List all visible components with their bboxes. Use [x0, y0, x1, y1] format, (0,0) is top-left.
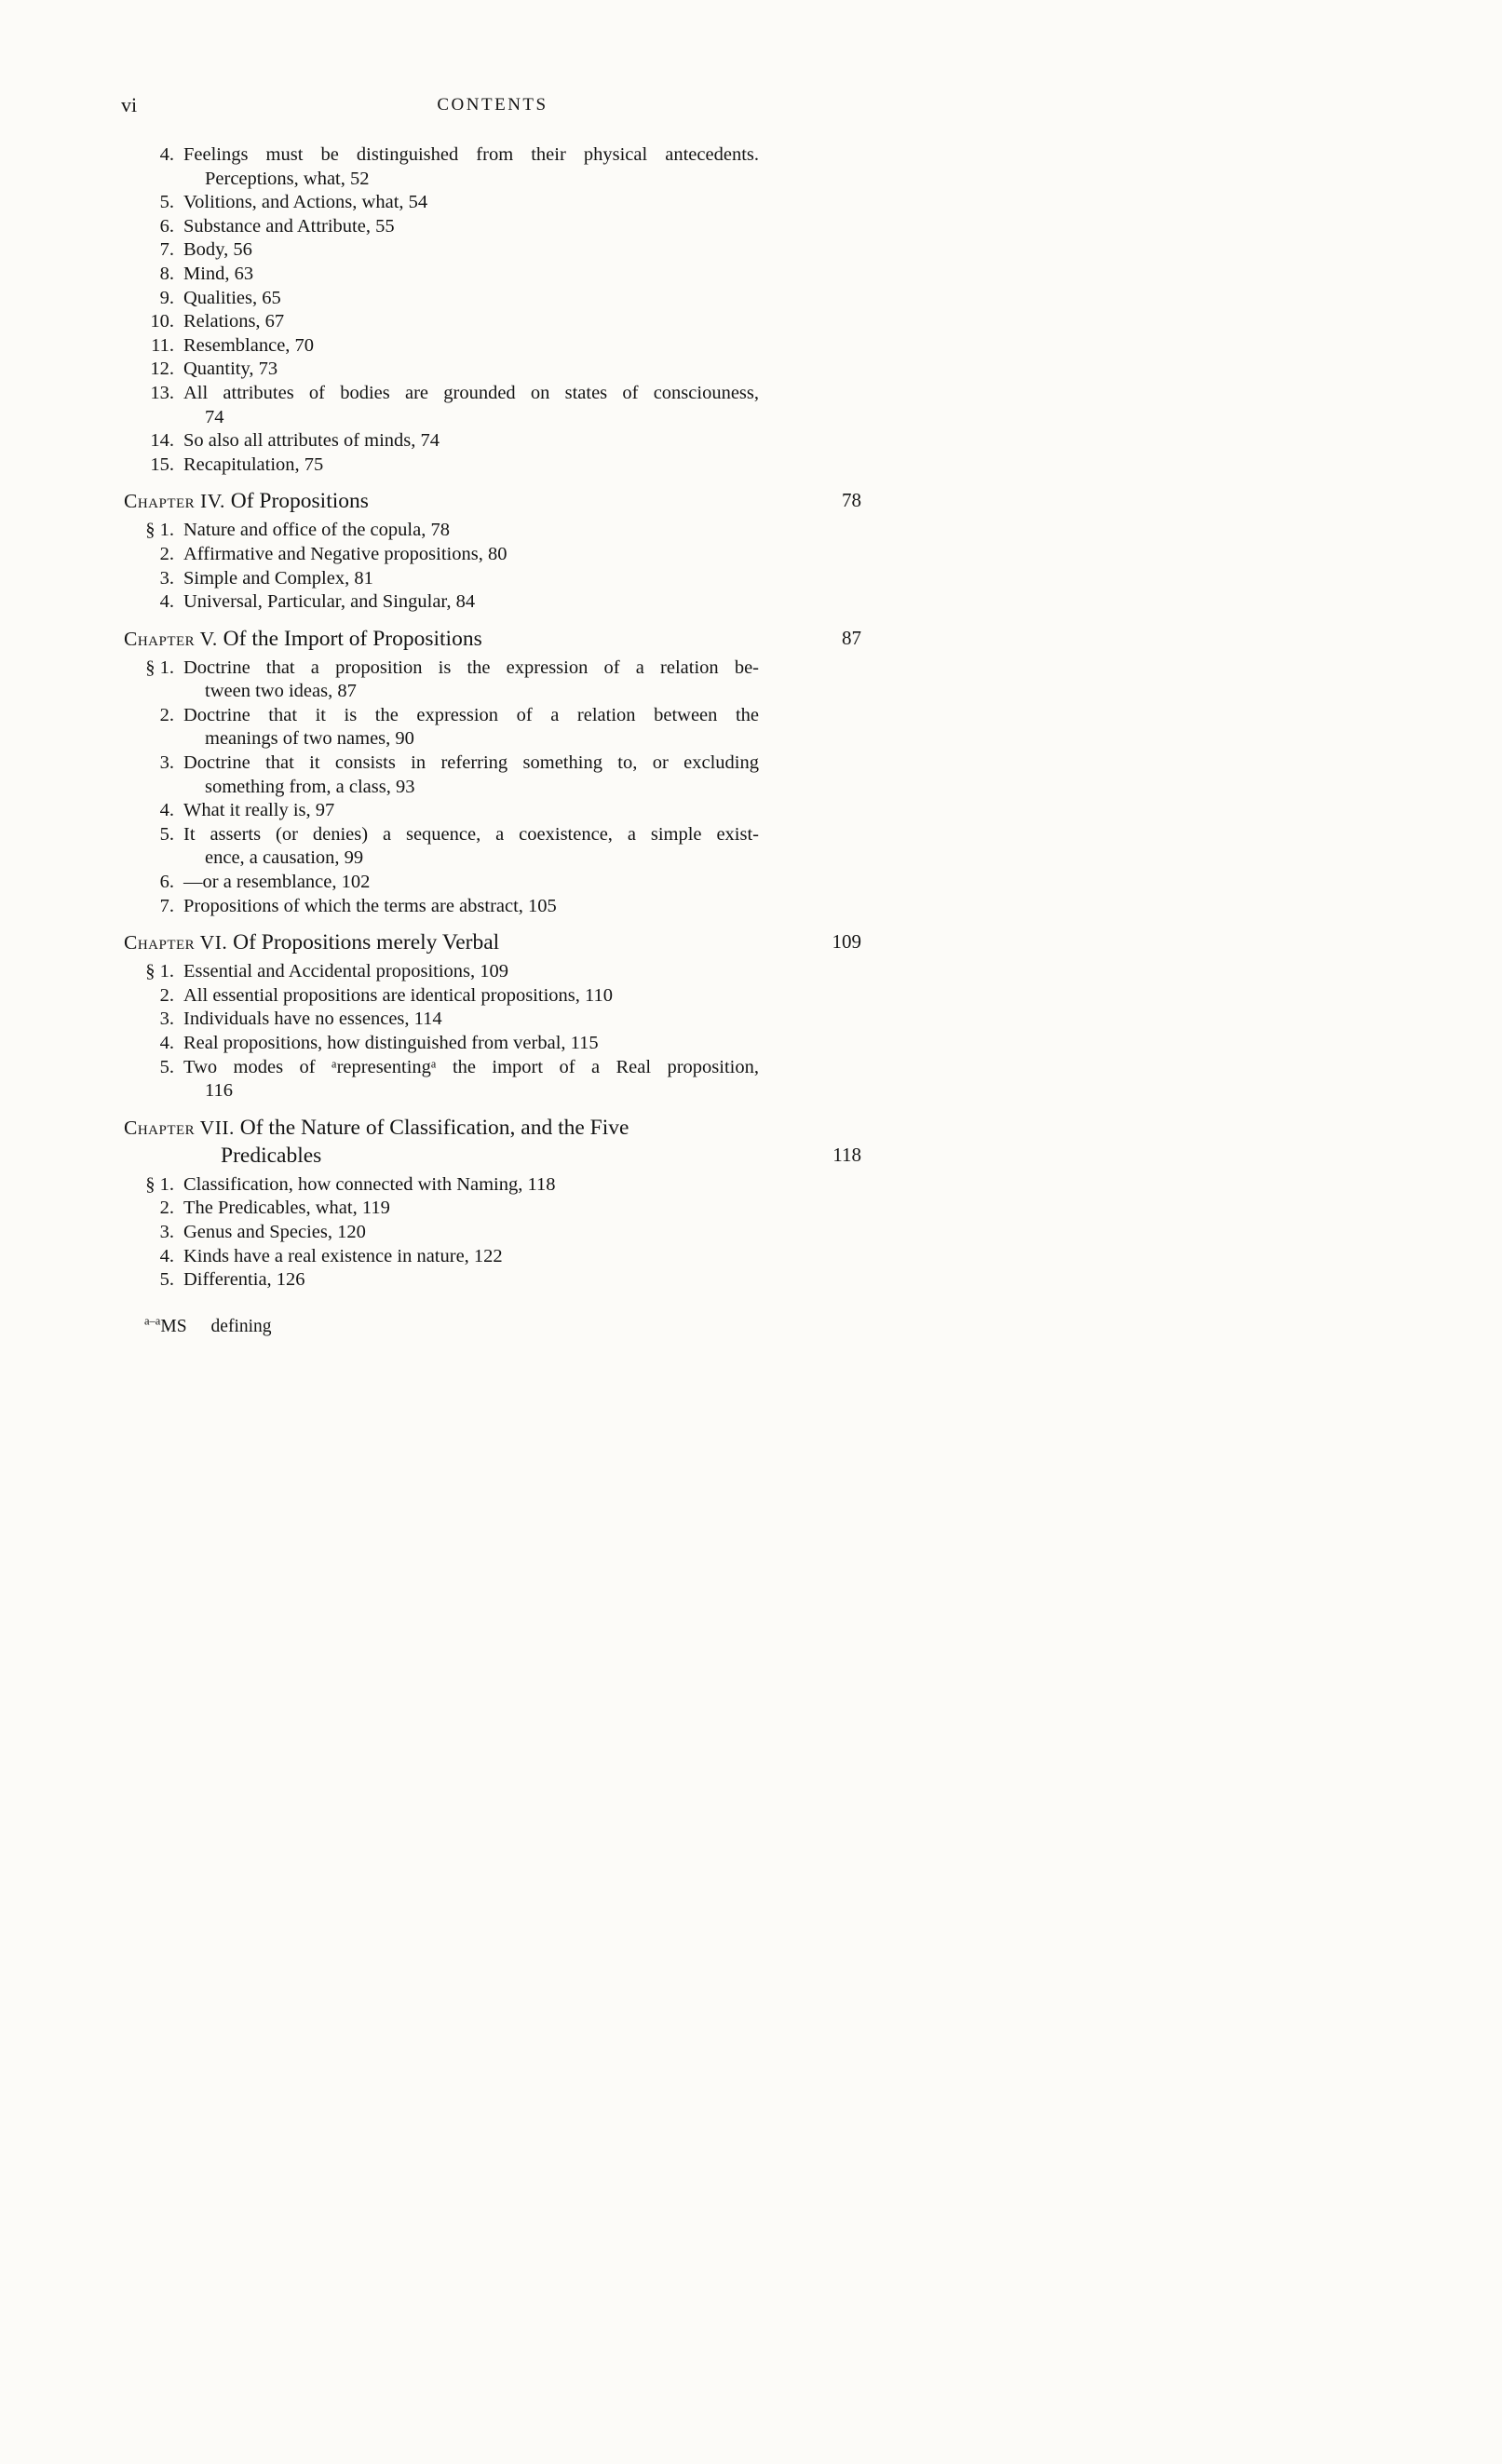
page-content — [121, 93, 861, 1337]
toc-entry — [124, 543, 861, 567]
chapter-page-number: 118 — [832, 1143, 861, 1166]
toc-entry — [124, 823, 861, 871]
entry-text — [183, 871, 761, 895]
chapter-section — [124, 1114, 861, 1293]
entry-text — [183, 799, 761, 823]
entry-line: Doctrine that it is the expression of a relation between the — [183, 704, 759, 725]
entry-number: 3. — [159, 1009, 174, 1030]
chapter-title: Of Propositions merely Verbal — [233, 930, 500, 955]
entry-text — [183, 382, 761, 429]
entry-line: Essential and Accidental propositions, 109 — [183, 961, 509, 982]
toc-entry — [124, 657, 861, 704]
chapter-label: Chapter VII. — [124, 1116, 235, 1139]
entry-line: —or a resemblance, 102 — [183, 872, 371, 893]
footnote-source: MS — [160, 1316, 187, 1336]
entry-line: Doctrine that it consists in referring something to, or excluding — [183, 752, 759, 774]
entry-number: 13. — [150, 382, 174, 403]
toc-entry — [124, 1245, 861, 1269]
toc-entry — [124, 590, 861, 615]
toc-entry — [124, 1221, 861, 1245]
entry-number: 6. — [159, 872, 174, 893]
entry-text — [183, 751, 761, 799]
entry-number: 7. — [159, 895, 174, 916]
entry-text — [183, 334, 761, 359]
toc-entry — [124, 799, 861, 823]
chapter-page-number: 87 — [842, 626, 861, 649]
entry-number: 2. — [159, 543, 174, 564]
entry-number: 14. — [150, 430, 174, 452]
entry-text — [183, 1056, 761, 1103]
footnote — [144, 1314, 861, 1337]
entry-text — [183, 263, 761, 287]
entry-line: tween two ideas, 87 — [205, 681, 357, 702]
entry-text — [183, 1173, 761, 1198]
entry-number: 7. — [159, 239, 174, 261]
entry-line: Two modes of ᵃrepresentingᵃ the import of a Real proposition, — [183, 1056, 759, 1077]
entry-number: 6. — [159, 215, 174, 237]
entry-text — [183, 1221, 761, 1245]
toc-entry — [124, 287, 861, 311]
chapter-label: Chapter V. — [124, 627, 218, 650]
chapter-page-number: 109 — [832, 930, 861, 954]
entry-line: Feelings must be distinguished from their physical antecedents. — [183, 144, 759, 165]
entry-number: 8. — [159, 263, 174, 284]
toc-entry — [124, 751, 861, 799]
toc-entry — [124, 519, 861, 543]
entry-line: Qualities, 65 — [183, 287, 281, 308]
entry-number: 5. — [159, 1056, 174, 1077]
entry-line: meanings of two names, 90 — [205, 728, 414, 750]
entry-number: 10. — [150, 311, 174, 332]
entry-number: 2. — [159, 1198, 174, 1219]
chapter-title: Of the Import of Propositions — [223, 626, 482, 651]
entry-text — [183, 984, 761, 1009]
entry-text — [183, 704, 761, 751]
toc-entry — [124, 1268, 861, 1293]
footnote-sigla: a–a — [144, 1314, 161, 1328]
entry-line: Doctrine that a proposition is the expression of a relation be- — [183, 657, 759, 678]
chapter-title: Of the Nature of Classification, and the Five — [239, 1115, 629, 1140]
toc-entry — [124, 429, 861, 454]
entry-line: ence, a causation, 99 — [205, 847, 364, 869]
entry-text — [183, 191, 761, 215]
entry-number: 4. — [159, 144, 174, 165]
toc-entry — [124, 704, 861, 751]
chapter-title-line — [124, 928, 861, 956]
toc-entry — [124, 960, 861, 984]
toc-entry — [124, 984, 861, 1009]
chapter-section — [124, 487, 861, 614]
entry-line: Differentia, 126 — [183, 1269, 305, 1291]
entry-number: 4. — [159, 1033, 174, 1053]
entry-line: All attributes of bodies are grounded on states of consciouness, — [183, 382, 759, 403]
chapter-heading — [124, 1114, 861, 1170]
chapter-heading — [124, 928, 861, 956]
chapter-title-line — [124, 625, 861, 653]
entry-line: Body, 56 — [183, 239, 252, 261]
entry-line: Relations, 67 — [183, 311, 285, 332]
chapter-label: Chapter IV. — [124, 490, 225, 513]
entry-number: 4. — [159, 1245, 174, 1266]
toc-entry — [124, 567, 861, 591]
entry-text — [183, 543, 761, 567]
toc-entry — [124, 1056, 861, 1103]
entry-text — [183, 454, 761, 478]
entry-line: Simple and Complex, 81 — [183, 567, 373, 589]
chapter-heading — [124, 487, 861, 515]
entry-line: Nature and office of the copula, 78 — [183, 520, 450, 541]
entry-text — [183, 567, 761, 591]
toc-entry — [124, 871, 861, 895]
entry-line: Genus and Species, 120 — [183, 1221, 366, 1242]
toc-entry — [124, 215, 861, 239]
entry-line: Volitions, and Actions, what, 54 — [183, 192, 428, 213]
entry-text — [183, 1268, 761, 1293]
chapter-title-line — [124, 1114, 861, 1142]
toc-entry — [124, 454, 861, 478]
chapter-page-number: 78 — [842, 489, 861, 512]
entry-line: Propositions of which the terms are abstract, 105 — [183, 895, 557, 916]
entry-text — [183, 823, 761, 871]
folio-page-number: vi — [121, 93, 138, 116]
entry-text — [183, 143, 761, 191]
entry-number: 3. — [159, 752, 174, 774]
entry-number: 5. — [159, 1269, 174, 1291]
entry-number: 5. — [159, 823, 174, 845]
entry-text — [183, 1245, 761, 1269]
entry-number: 9. — [159, 287, 174, 308]
entry-text — [183, 310, 761, 334]
entry-text — [183, 238, 761, 263]
toc-entry — [124, 334, 861, 359]
entry-text — [183, 1197, 761, 1221]
entry-text — [183, 590, 761, 615]
entry-line: Mind, 63 — [183, 263, 254, 284]
entry-line: something from, a class, 93 — [205, 776, 415, 797]
entry-line: Quantity, 73 — [183, 359, 278, 380]
toc-entry — [124, 1032, 861, 1056]
entry-number: 2. — [159, 984, 174, 1006]
chapter-section — [124, 625, 861, 919]
entry-line: So also all attributes of minds, 74 — [183, 430, 440, 452]
page-header — [121, 93, 861, 117]
entry-line: Universal, Particular, and Singular, 84 — [183, 591, 476, 613]
chapter-title: Predicables — [221, 1143, 322, 1168]
toc-entry — [124, 1008, 861, 1032]
running-head: CONTENTS — [437, 95, 548, 115]
entry-line: 74 — [205, 406, 224, 427]
entry-line: Resemblance, 70 — [183, 334, 315, 356]
entry-number: 15. — [150, 454, 174, 475]
entry-line: Recapitulation, 75 — [183, 454, 324, 475]
entry-line: Real propositions, how distinguished from verbal, 115 — [183, 1033, 599, 1053]
entry-number: 12. — [150, 359, 174, 380]
entry-number: 3. — [159, 1221, 174, 1242]
entry-line: 116 — [205, 1080, 233, 1102]
chapter-title: Of Propositions — [230, 489, 369, 514]
entry-text — [183, 519, 761, 543]
entry-text — [183, 215, 761, 239]
entry-text — [183, 429, 761, 454]
entry-line: Kinds have a real existence in nature, 122 — [183, 1245, 503, 1266]
toc-entry — [124, 263, 861, 287]
table-of-contents — [124, 143, 861, 1293]
entry-number: § 1. — [145, 1173, 174, 1195]
entry-text — [183, 287, 761, 311]
entry-line: It asserts (or denies) a sequence, a coexistence, a simple exist- — [183, 823, 759, 845]
entry-text — [183, 960, 761, 984]
entry-number: § 1. — [145, 657, 174, 678]
entry-number: § 1. — [145, 520, 174, 541]
toc-entry — [124, 238, 861, 263]
toc-entry — [124, 1197, 861, 1221]
footnote-text: defining — [210, 1316, 272, 1336]
chapter-label: Chapter VI. — [124, 931, 228, 954]
toc-entry — [124, 1173, 861, 1198]
chapter-heading — [124, 625, 861, 653]
entry-text — [183, 1008, 761, 1032]
entry-text — [183, 657, 761, 704]
entry-line: All essential propositions are identical propositions, 110 — [183, 984, 613, 1006]
entry-number: 3. — [159, 567, 174, 589]
entry-text — [183, 895, 761, 919]
chapter-section — [124, 928, 861, 1103]
entry-line: Substance and Attribute, 55 — [183, 215, 395, 237]
entry-line: Classification, how connected with Naming, 118 — [183, 1173, 556, 1195]
entry-line: Individuals have no essences, 114 — [183, 1009, 442, 1030]
chapter-title-line — [221, 1142, 861, 1170]
entry-line: The Predicables, what, 119 — [183, 1198, 390, 1219]
entry-line: Affirmative and Negative propositions, 80 — [183, 543, 507, 564]
entry-number: 5. — [159, 192, 174, 213]
toc-entry — [124, 895, 861, 919]
chapter-title-line — [124, 487, 861, 515]
entry-text — [183, 358, 761, 382]
toc-entry — [124, 310, 861, 334]
toc-entry — [124, 143, 861, 191]
entry-number: 4. — [159, 591, 174, 613]
toc-entry — [124, 191, 861, 215]
toc-entry — [124, 358, 861, 382]
entry-number: 2. — [159, 704, 174, 725]
entry-line: What it really is, 97 — [183, 800, 335, 821]
entry-text — [183, 1032, 761, 1056]
toc-entry — [124, 382, 861, 429]
entry-number: 4. — [159, 800, 174, 821]
entry-number: § 1. — [145, 961, 174, 982]
entry-line: Perceptions, what, 52 — [205, 168, 370, 189]
entry-number: 11. — [151, 334, 174, 356]
